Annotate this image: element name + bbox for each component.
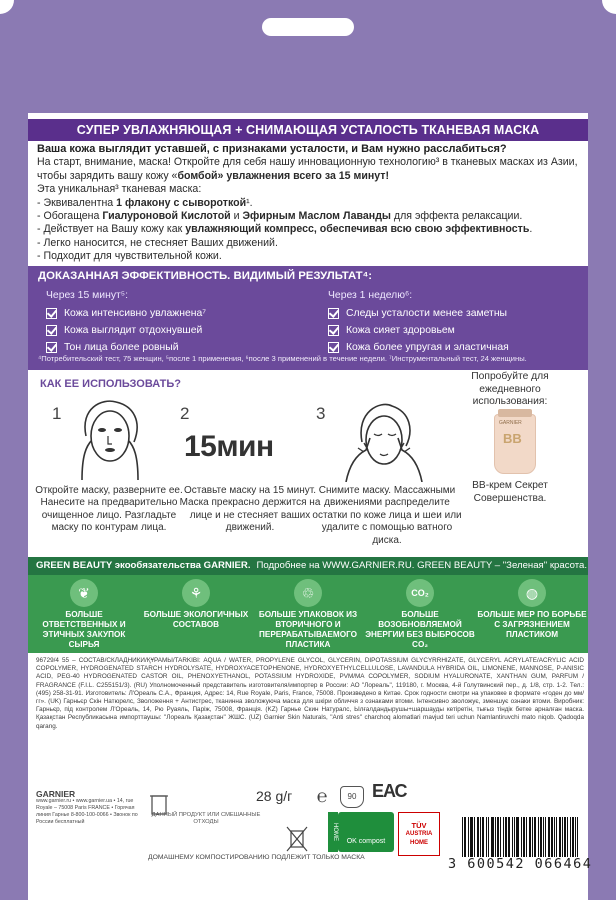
results-subtitle: Через 15 минут⁵: — [46, 290, 128, 301]
barcode-number: 3 600542 066464 — [448, 856, 593, 872]
pao-icon: 90 — [340, 786, 364, 808]
daily-use-text: Попробуйте для ежедневного использования: — [471, 371, 549, 408]
barcode — [462, 817, 580, 857]
recycle-bottle-icon: ♲ — [294, 579, 322, 607]
eac-mark: ЕАС — [372, 781, 407, 801]
address-lines: www.garnier.ru • www.garnier.ua • 14, rue Royale – 75008 Paris FRANCE • Горячая линия Гарнье 8-800-100-0066 • Звонок по России бесплатный — [36, 798, 138, 825]
results-subtitle: Через 1 неделю⁶: — [328, 290, 413, 301]
checkbox-icon — [328, 308, 339, 319]
eco-commitment: CO₂ БОЛЬШЕ ВОЗОБНОВЛЯЕМОЙ ЭНЕРГИИ БЕЗ ВЫБРОСОВ CO₂ — [364, 575, 476, 650]
product-title: СУПЕР УВЛАЖНЯЮЩАЯ + СНИМАЮЩАЯ УСТАЛОСТЬ ТКАНЕВАЯ МАСКА — [28, 119, 588, 141]
checkbox-icon — [46, 342, 57, 353]
ok-compost-badge: OK compost — [338, 812, 394, 852]
plant-icon: ⚘ — [182, 579, 210, 607]
checkbox-icon — [328, 325, 339, 336]
how-to-use-title: КАК ЕЕ ИСПОЛЬЗОВАТЬ? — [40, 378, 181, 390]
checkbox-icon — [328, 342, 339, 353]
proven-efficacy-box — [28, 266, 588, 370]
efficacy-title: ДОКАЗАННАЯ ЭФФЕКТИВНОСТЬ. ВИДИМЫЙ РЕЗУЛЬТАТ⁴: — [38, 270, 373, 282]
bb-cream-tube — [494, 414, 536, 474]
result-item: Кожа сияет здоровьем — [328, 322, 509, 339]
face-mask-icon — [72, 396, 148, 480]
face-massage-icon — [336, 398, 432, 482]
result-item: Следы усталости менее заметны — [328, 305, 509, 322]
checkbox-icon — [46, 308, 57, 319]
benefit-item: - Обогащена Гиалуроновой Кислотой и Эфирным Маслом Лаванды для эффекта релаксации. — [37, 210, 523, 223]
intro-lead: Ваша кожа выглядит уставшей, с признаками усталости, и Вам нужно расслабиться? — [37, 143, 507, 155]
checkbox-icon — [46, 325, 57, 336]
tuv-austria-badge — [398, 812, 440, 856]
benefit-item: - Действует на Вашу кожу как увлажняющий компресс, обеспечивая всю свою эффективность. — [37, 223, 533, 236]
eco-commitment: ◍ БОЛЬШЕ МЕР ПО БОРЬБЕ С ЗАГРЯЗНЕНИЕМ ПЛАСТИКОМ — [476, 575, 588, 640]
garnier-logo: GARNIER — [36, 789, 76, 799]
benefit-item: - Легко наносится, не стесняет Ваших движений. — [37, 236, 278, 249]
green-beauty-bar — [28, 557, 588, 575]
time-15-min: 15мин — [184, 430, 274, 463]
leaf-hand-icon: ❦ — [70, 579, 98, 607]
ingredients-text: 96729/4 55 – СОСТАВ/СКЛАДНИКИ/ҚҰРАМЫ/TARKIBI: AQUA / WATER, PROPYLENE GLYCOL, GLYCERIN, DIPOTASSIUM GLYCYRRHIZATE, GLYCERYL ACRYLATE/ACRYLIC ACID COPOLYMER, HYDROGENATED STARCH HYDROLYSATE, HYDROXYACETOPHENONE, HYDROXYETHYLCELLULOSE, LAVANDULA HYBRIDA OIL, LIMONENE, MANNOSE, P-ANISIC ACID, PEG-40 HYDROGENATED CASTOR OIL, PHENOXYETHANOL, POTASSIUM HYDROXIDE, PVM/MA COPOLYMER, SODIUM HYALURONATE, XANTHAN GUM, PARFUM / FRAGRANCE (F.I.L. C255151/3). (RU) Уполномоченный представитель изготовителя/импортер в России: АО "Лореаль", 119180, г. Москва, 4-й Голутвинский пер., д. 1/8, стр. 1-2. Тел.: (495) 258-31-91. Изготовитель: Л'Ореаль С.А., Франция, Адрес: 14, Rue Royale, Paris, France, 75008. Произведено в Китае. Срок годности смотри на упаковке в формате «годен до мм/гг». (UK) Гарньєр Скін Натюрелс, Зволоження + Антистрес, тканинна зволожуюча маска для шкіри обличчя з ознаками втоми. Інтенсивно зволожує, зменшує ознаки втоми. Виробник: Гарньєр, під контролем Л'Ореаль, 14, Рю Руаяль, Паріж, 75008, Франція. (KZ) Гарнье Скин Натуралс, Ылғалдандырушы+шаршауды кетіретін, тығыз тіндік бетке арналған маска. Қазақстан Республикасына импорттаушы: "Лореаль Қазақстан" ЖШС. (UZ) Garnier Skin Naturals, "Anti stres" charchoq alomatlari mavjud teri uchun Namlantiruvchi mato niqob. Qadoqda qarang. — [36, 657, 584, 730]
green-beauty-panel — [28, 575, 588, 653]
step-description: Снимите маску. Массажными движениями распределите остатки по коже лица и шеи или удалите с помощью ватного диска. — [312, 485, 462, 546]
austria-text: AUSTRIA — [405, 831, 433, 837]
result-item: Кожа выглядит отдохнувшей — [46, 322, 206, 339]
green-beauty-headline: GREEN BEAUTY экообязательства GARNIER. — [36, 560, 251, 571]
intro-line: На старт, внимание, маска! Откройте для себя нашу инновационную технологию³ в тканевых масках из Азии, — [37, 156, 578, 169]
result-item: Тон лица более ровный — [46, 339, 206, 356]
benefit-item: - Эквивалентна 1 флакону с сывороткой¹. — [37, 196, 253, 209]
intro-line — [37, 170, 582, 183]
co2-icon: CO₂ — [406, 579, 434, 607]
globe-icon: ◍ — [518, 579, 546, 607]
step-number: 2 — [180, 404, 190, 423]
corner-cut — [602, 0, 616, 14]
eco-commitment: ⚘ БОЛЬШЕ ЭКОЛОГИЧНЫХ СОСТАВОВ — [140, 575, 252, 630]
tube-label: BB — [503, 431, 522, 446]
tuv-text: TÜV — [411, 821, 427, 830]
intro-text-part: чтобы зарядить вашу кожу « — [37, 169, 178, 182]
intro-text — [37, 143, 582, 264]
compost-note: ДОМАШНЕМУ КОМПОСТИРОВАНИЮ ПОДЛЕЖИТ ТОЛЬКО МАСКА — [148, 854, 365, 861]
benefit-item: - Подходит для чувствительной кожи. — [37, 250, 222, 263]
efficacy-footnote: ⁴Потребительский тест, 75 женщин, ⁵после 1 применения, ⁶после 3 применений в течение недели. ⁷Инструментальный тест, 24 женщины. — [38, 354, 527, 363]
hang-hole — [262, 18, 354, 36]
tube-brand: GARNIER — [499, 420, 522, 426]
eco-commitment: ♲ БОЛЬШЕ УПАКОВОК ИЗ ВТОРИЧНОГО И ПЕРЕРАБАТЫВАЕМОГО ПЛАСТИКА — [252, 575, 364, 650]
green-beauty-more: Подробнее на WWW.GARNIER.RU. GREEN BEAUTY – "Зеленая" красота. — [256, 560, 588, 571]
estimated-sign-icon: ℮ — [316, 786, 328, 806]
result-item: Кожа более упругая и эластичная — [328, 339, 509, 356]
intro-bold-part: бомбой» увлажнения всего за 15 минут! — [177, 169, 390, 182]
intro-line: Эта уникальная³ тканевая маска: — [37, 183, 202, 196]
net-weight: 28 g/г — [256, 788, 293, 804]
home-side-label: HOME — [328, 812, 338, 852]
results-15-min — [46, 290, 206, 356]
home-text: HOME — [410, 840, 428, 846]
result-item: Кожа интенсивно увлажнена⁷ — [46, 305, 206, 322]
results-1-week — [328, 290, 509, 356]
eco-commitment: ❦ БОЛЬШЕ ОТВЕТСТВЕННЫХ И ЭТИЧНЫХ ЗАКУПОК СЫРЬЯ — [28, 575, 140, 650]
tube-cap — [498, 409, 532, 417]
step-number: 1 — [52, 404, 62, 423]
step-description: Оставьте маску на 15 минут. Маска прекрасно держится на лице и не стесняет ваших движений. — [179, 485, 321, 534]
corner-cut — [0, 0, 14, 14]
disposal-text: ДАННЫЙ ПРОДУКТ ИЛИ СМЕШАННЫЕ ОТХОДЫ — [151, 812, 261, 825]
step-number: 3 — [316, 404, 326, 423]
step-description: Откройте маску, разверните ее. Нанесите на предварительно очищенное лицо. Разгладьте маску по контурам лица. — [35, 485, 183, 534]
crossed-bin-icon — [286, 826, 308, 852]
address-block — [36, 791, 146, 826]
bb-cream-caption: BB-крем Секрет Совершенства. — [472, 480, 548, 504]
